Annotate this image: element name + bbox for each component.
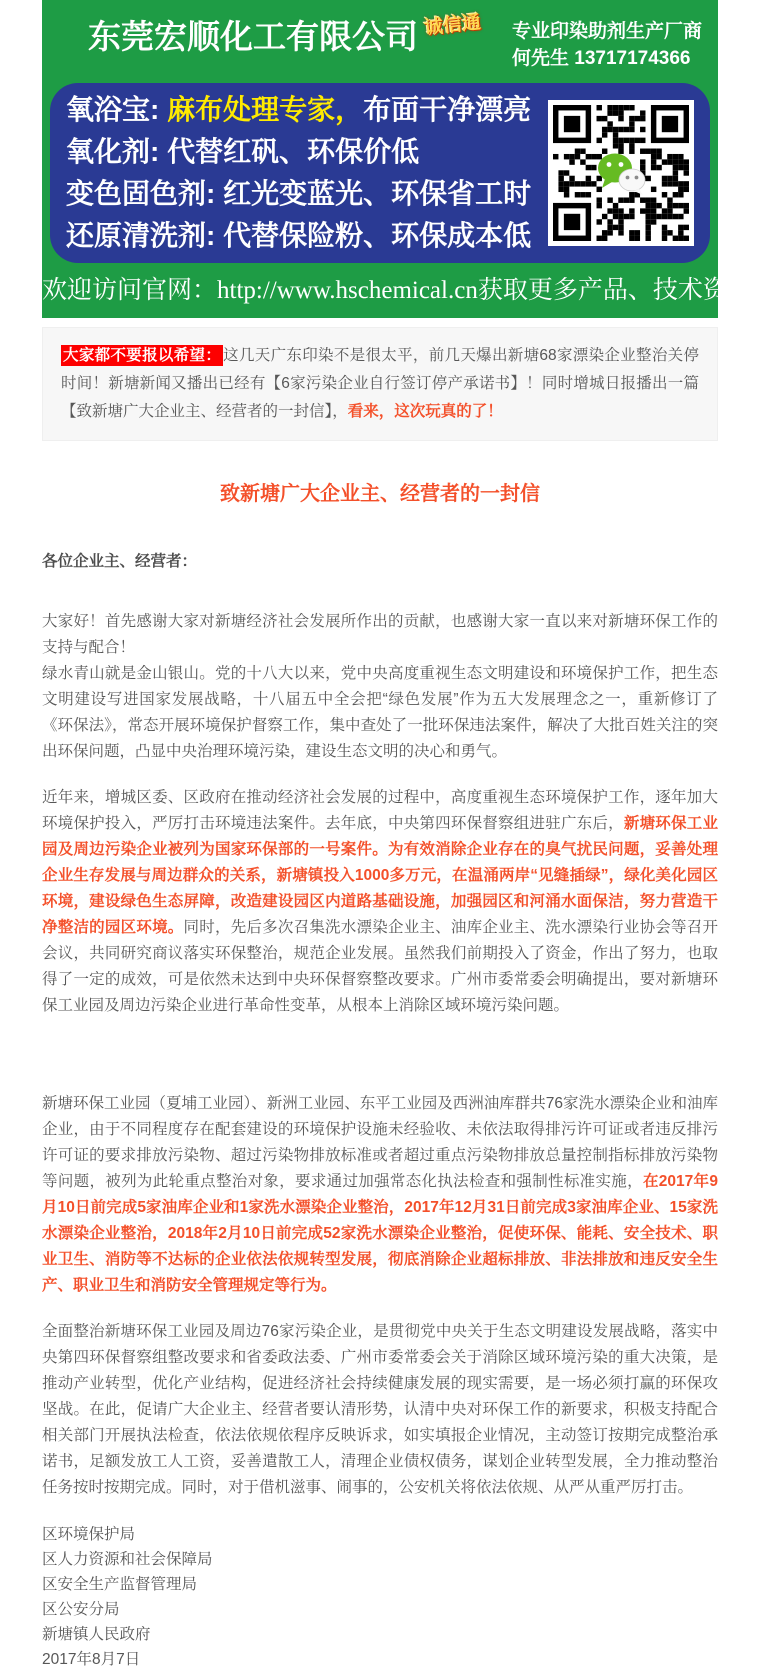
banner-contact-block bbox=[512, 14, 710, 72]
letter-paragraph bbox=[42, 661, 718, 765]
paragraph-segment: 全面整治新塘环保工业园及周边76家污染企业，是贯彻党中央关于生态文明建设发展战略，落实中央第四环保督察组整改要求和省委政法委、广州市委常委会关于消除区域环境污染的重大决策，是推动产业转型，优化产业结构，促进经济社会持续健康发展的现实需要，是一场必须打赢的环保攻坚战。在此，促请广大企业主、经营者要认清形势，认清中央对环保工作的新要求，积极支持配合相关部门开展执法检查，依法依规依程序反映诉求，如实填报企业情况，主动签订按期完成整治承诺书，足额发放工人工资，妥善遣散工人，清理企业债权债务，谋划企业转型发展，全力推动整治任务按时按期完成。同时，对于借机滋事、闹事的，公安机关将依法依规、从严从重严厉打击。 bbox=[42, 1323, 718, 1496]
paragraph-segment: 新塘环保工业园及周边污染企业被列为国家环保部的一号案件。为有效消除企业存在的臭气扰民问题，妥善处理企业生存发展与周边群众的关系，新塘镇投入1000多万元，在温涌两岸“见缝插绿”，绿化美化园区环境，建设绿色生态屏障，改造建设园区内道路基础设施，加强园区和河涌水面保洁，努力营造干净整洁的园区环境。 bbox=[42, 815, 718, 936]
product-line-segment: 氧化剂: 代替红矾、环保价低 bbox=[66, 136, 420, 167]
company-name: 东莞宏顺化工有限公司 bbox=[88, 18, 418, 55]
product-panel bbox=[50, 83, 710, 263]
signature-line: 区人力资源和社会保障局 bbox=[42, 1551, 213, 1568]
intro-note bbox=[42, 327, 718, 441]
letter-body bbox=[42, 609, 718, 1501]
paragraph-segment: 近年来，增城区委、区政府在推动经济社会发展的过程中，高度重视生态环境保护工作，逐年加大环境保护投入，严厉打击环境违法案件。去年底，中央第四环保督察组进驻广东后， bbox=[42, 789, 718, 832]
letter-title: 致新塘广大企业主、经营者的一封信 bbox=[220, 483, 540, 505]
letter-date: 2017年8月7日 bbox=[42, 1651, 141, 1668]
product-line-segment: 还原清洗剂: 代替保险粉、环保成本低 bbox=[66, 220, 532, 251]
paragraph-segment: 绿水青山就是金山银山。党的十八大以来，党中央高度重视生态文明建设和环境保护工作，把生态文明建设写进国家发展战略，十八届五中全会把“绿色发展”作为五大发展理念之一，重新修订了《环保法》，常态开展环境保护督察工作，集中查处了一批环保违法案件，解决了大批百姓关注的突出环保问题，凸显中央治理环境污染，建设生态文明的决心和勇气。 bbox=[42, 665, 718, 760]
letter-paragraph bbox=[42, 1091, 718, 1299]
intro-segment: 这几天广东印染不是很太平，前几天爆出新塘68家漂染企业整治关停时间！新塘新闻又播出已经有【6家污染企业自行签订停产承诺书】！同时增城日报播出一篇【致新塘广大企业主、经营者的一封信】， bbox=[61, 347, 699, 420]
integrity-seal-icon: 诚信通 bbox=[423, 12, 482, 39]
signature-line: 新塘镇人民政府 bbox=[42, 1626, 151, 1643]
paragraph-segment: 新塘环保工业园（夏埔工业园）、新洲工业园、东平工业园及西洲油库群共76家洗水漂染企业和油库企业，由于不同程度存在配套建设的环境保护设施未经验收、未依法取得排污许可证或者违反排污许可证的要求排放污染物、超过污染物排放标准或者超过重点污染物排放总量控制指标排放污染物等问题，被列为此轮重点整治对象，要求通过加强常态化执法检查和强制性标准实施， bbox=[42, 1095, 718, 1190]
signature-list bbox=[42, 1522, 718, 1647]
letter-paragraph bbox=[42, 1319, 718, 1501]
paragraph-segment: 大家好！首先感谢大家对新塘经济社会发展所作出的贡献，也感谢大家一直以来对新塘环保工作的支持与配合！ bbox=[42, 613, 718, 656]
letter-paragraph bbox=[42, 785, 718, 1019]
paragraph-segment: 在2017年9月10日前完成5家油库企业和1家洗水漂染企业整治，2017年12月31日前完成3家油库企业、15家洗水漂染企业整治，2018年2月10日前完成52家洗水漂染企业整治，促使环保、能耗、安全技术、职业卫生、消防等不达标的企业依法依规转型发展，彻底消除企业超标排放、非法排放和违反安全生产、职业卫生和消防安全管理规定等行为。 bbox=[42, 1173, 718, 1294]
signature-line: 区安全生产监督管理局 bbox=[42, 1576, 198, 1593]
signature-line: 区公安分局 bbox=[42, 1601, 120, 1618]
letter-paragraph bbox=[42, 609, 718, 661]
wechat-icon bbox=[595, 151, 647, 195]
wechat-qr-code bbox=[548, 100, 694, 246]
signatures bbox=[42, 1522, 718, 1672]
ad-banner bbox=[42, 0, 753, 318]
signature-line: 区环境保护局 bbox=[42, 1526, 136, 1543]
intro-segment: 大家都不要报以希望： bbox=[63, 347, 222, 364]
product-line-segment: 氧浴宝: bbox=[66, 94, 168, 125]
website-line: 欢迎访问官网：http://www.hschemical.cn获取更多产品、技术资讯 bbox=[42, 277, 753, 304]
product-line-segment: 变色固色剂: 红光变蓝光、环保省工时 bbox=[66, 178, 532, 209]
banner-contact: 何先生 13717174366 bbox=[511, 48, 691, 69]
product-line-segment: 布面干净漂亮 bbox=[363, 94, 532, 125]
intro-segment: 看来，这次玩真的了！ bbox=[347, 403, 503, 420]
product-line-segment: 麻布处理专家， bbox=[167, 94, 364, 125]
banner-header bbox=[42, 0, 718, 83]
letter-salutation: 各位企业主、经营者： bbox=[42, 553, 198, 570]
banner-tagline: 专业印染助剂生产厂商 bbox=[511, 21, 702, 42]
letter bbox=[42, 481, 718, 1501]
paragraph-segment: 同时，先后多次召集洗水漂染企业主、油库企业主、洗水漂染行业协会等召开会议，共同研究商议落实环保整治，规范企业发展。虽然我们前期投入了资金，作出了努力，也取得了一定的成效，可是依然未达到中央环保督察整改要求。广州市委常委会明确提出，要对新塘环保工业园及周边污染企业进行革命性变革，从根本上消除区域环境污染问题。 bbox=[42, 919, 718, 1014]
